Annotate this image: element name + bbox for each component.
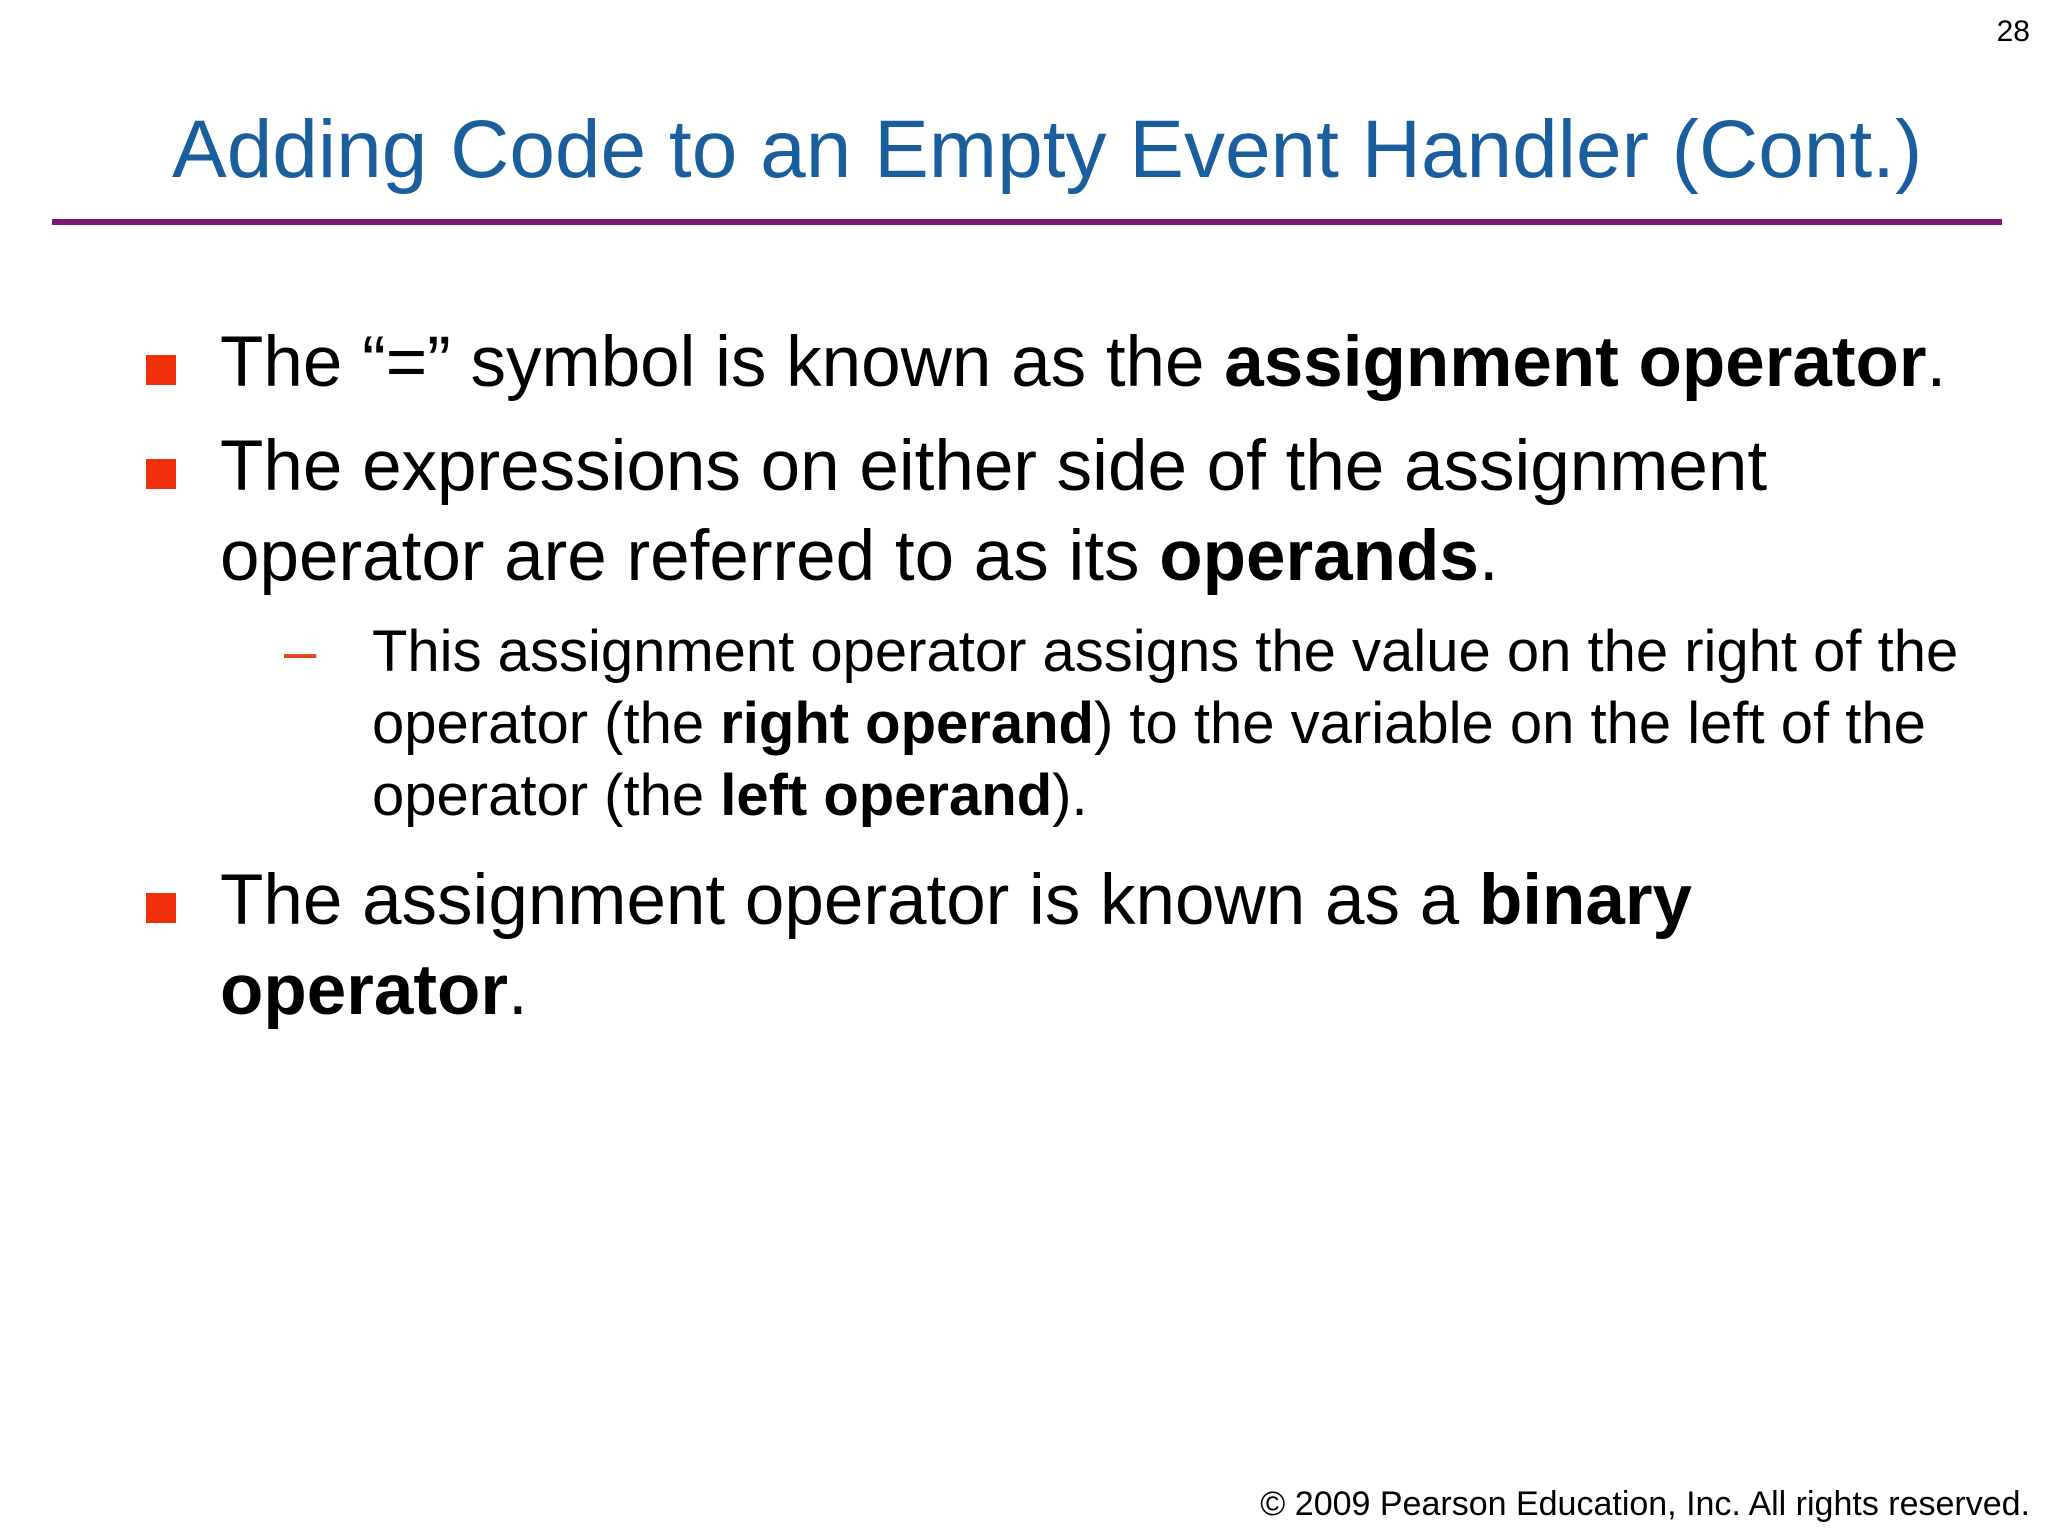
sub-bullet-item-1 <box>0 616 2048 832</box>
bullet-list <box>0 318 2048 1050</box>
page-number: 28 <box>1996 15 2030 48</box>
slide-title: Adding Code to an Empty Event Handler (Cont.) <box>172 104 1923 195</box>
copyright-footer: © 2009 Pearson Education, Inc. All rights reserved. <box>1260 1485 2030 1523</box>
bullet-text: The expressions on either side of the assignment operator are referred to as its operands. <box>220 427 1768 596</box>
bold-term: right operand <box>720 691 1094 756</box>
bold-term: assignment operator <box>1224 323 1927 402</box>
sub-bullet-text: This assignment operator assigns the value on the right of the operator (the right operand) to the variable on the left of the operator (the left operand). <box>372 619 1959 828</box>
bold-term: left operand <box>720 763 1053 828</box>
dash-bullet-icon: – <box>284 619 317 684</box>
bold-term: binary operator <box>220 861 1693 1030</box>
bullet-item-2 <box>0 422 2048 602</box>
bold-term: operands <box>1159 517 1479 596</box>
bullet-item-3 <box>0 856 2048 1036</box>
red-square-bullet-icon <box>146 355 176 385</box>
bullet-item-1 <box>0 318 2048 408</box>
title-divider <box>52 219 2002 225</box>
red-square-bullet-icon <box>146 459 176 489</box>
bullet-text: The “=” symbol is known as the assignment operator. <box>220 323 1947 402</box>
bullet-text: The assignment operator is known as a binary operator. <box>220 861 1693 1030</box>
red-square-bullet-icon <box>146 893 176 923</box>
